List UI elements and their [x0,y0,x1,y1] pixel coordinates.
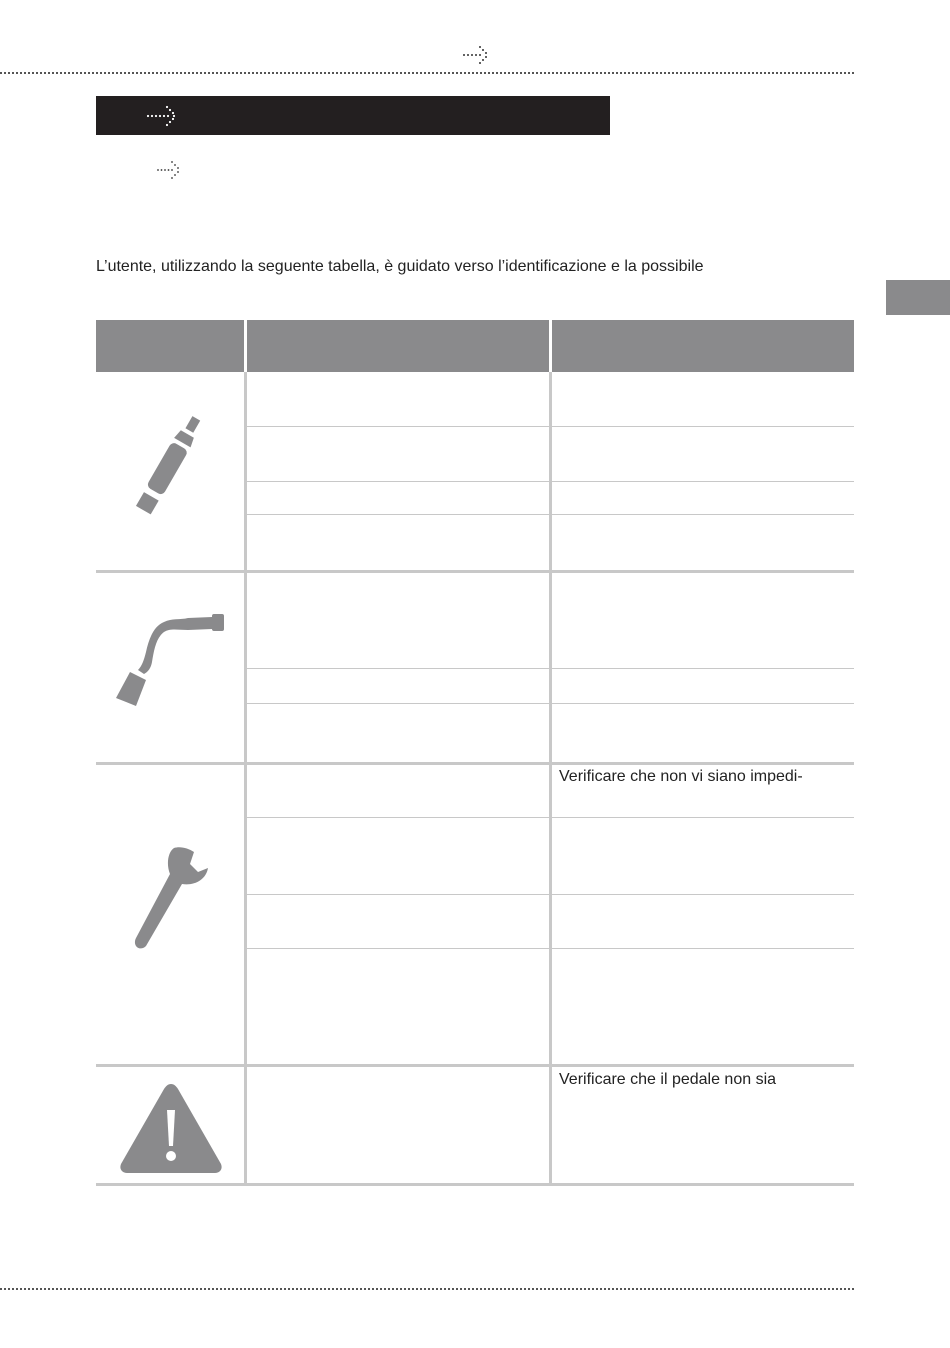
row-divider [247,894,854,895]
insert-tip-icon [108,610,228,710]
section-title-bar [96,96,610,135]
row-divider [247,426,854,427]
dotted-arrow-icon [146,104,178,128]
solution-cell: Verificare che il pedale non sia [559,1071,777,1088]
wrench-icon [128,842,212,954]
intro-paragraph: L’utente, utilizzando la seguente tabella, è guidato verso l’identificazione e la possibile [96,258,704,275]
group-divider [96,1064,854,1067]
row-divider [247,817,854,818]
dotted-arrow-icon [156,159,182,181]
group-divider [96,762,854,765]
row-divider [247,668,854,669]
side-chapter-tab [886,280,950,315]
top-dotted-rule [0,72,854,74]
row-divider [247,948,854,949]
table-header-cell [552,320,854,372]
table-bottom-rule [96,1183,854,1186]
row-divider [247,703,854,704]
table-header-cell [96,320,244,372]
solution-cell: Verificare che non vi siano impedi- [559,768,803,785]
row-divider [247,514,854,515]
row-divider [247,481,854,482]
warning-icon [118,1082,224,1174]
handpiece-icon [130,412,210,527]
bottom-dotted-rule [0,1288,854,1290]
group-divider [96,570,854,573]
dotted-arrow-icon [462,44,490,66]
table-header-cell [247,320,549,372]
